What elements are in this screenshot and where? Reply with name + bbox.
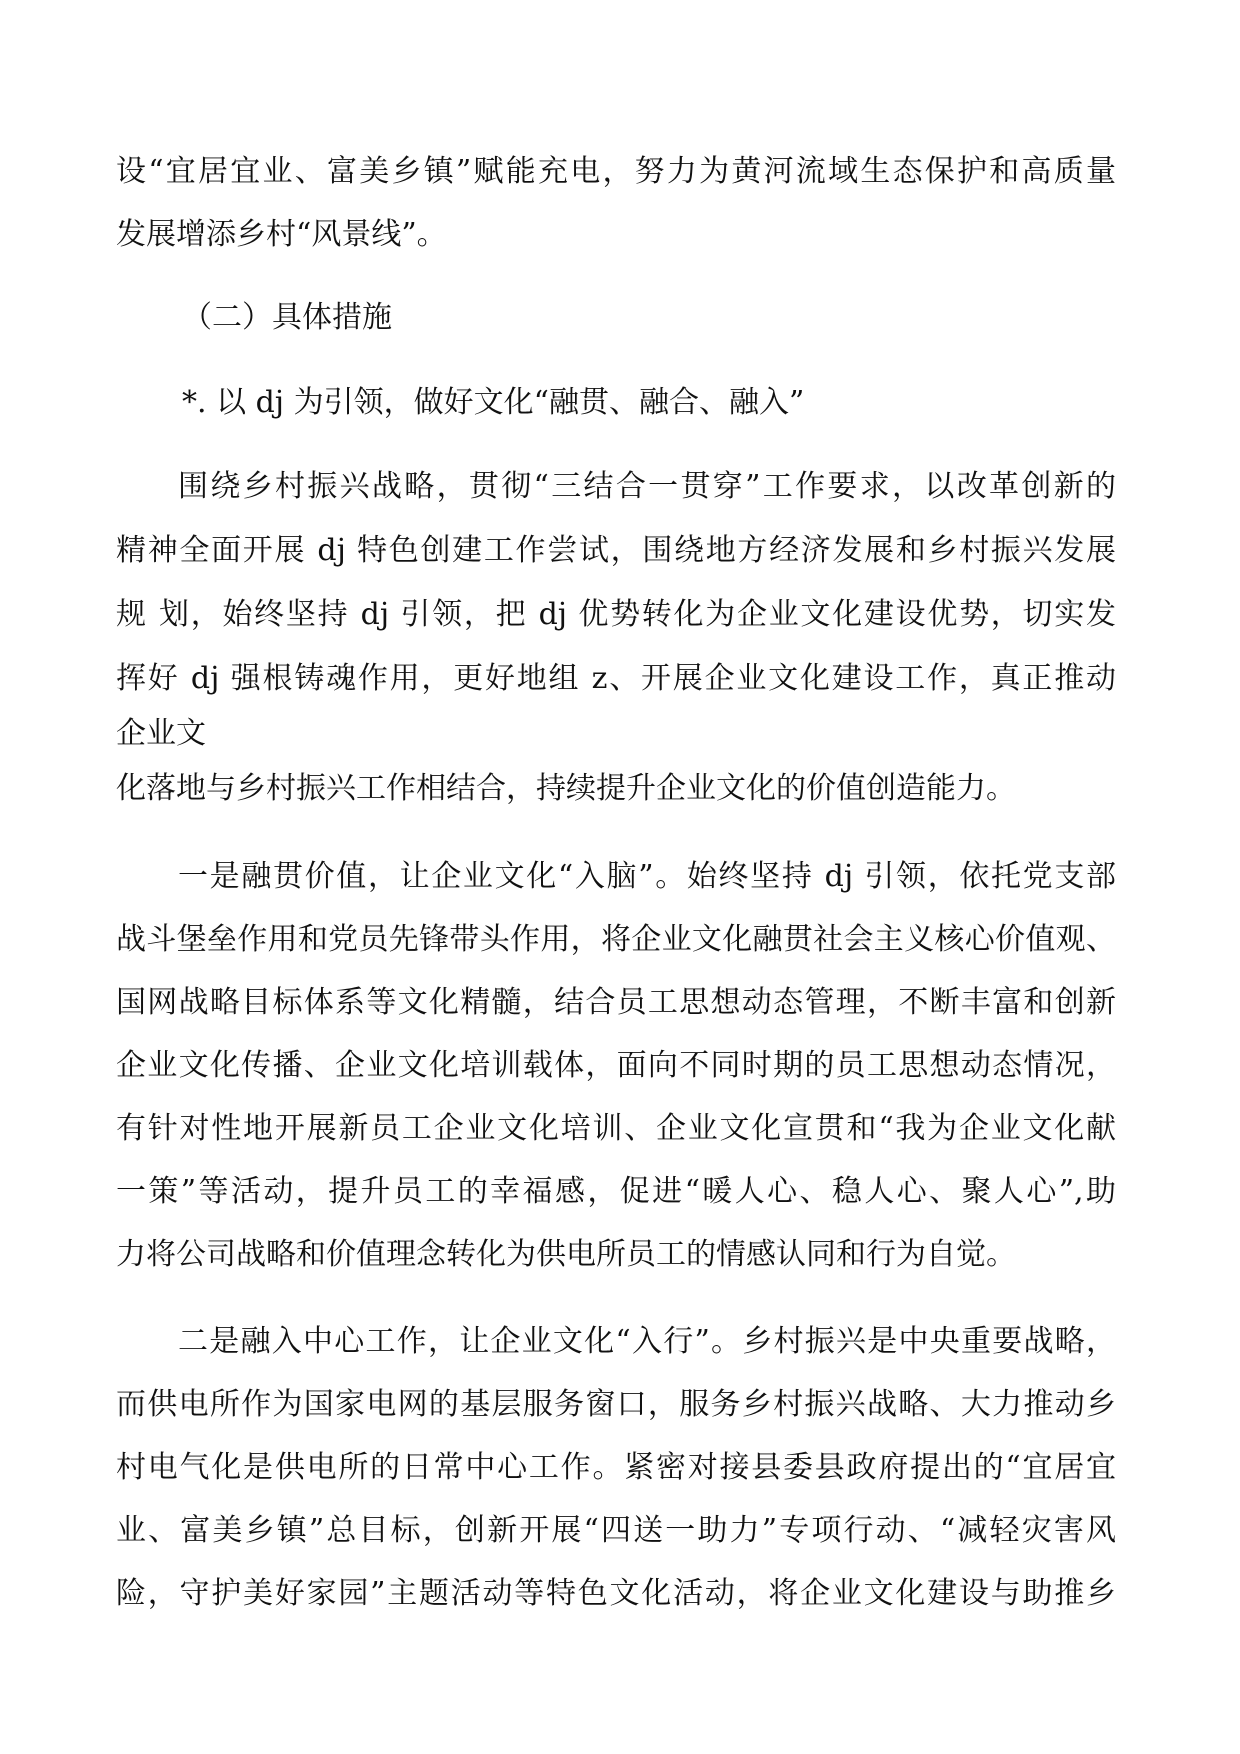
paragraph-2-line-1: 围绕乡村振兴战略，贯彻“三结合一贯穿”工作要求，以改革创新的 <box>178 469 1116 504</box>
section-heading: （二）具体措施 <box>182 300 392 335</box>
paragraph-3-line-1: 一是融贯价值，让企业文化“入脑”。始终坚持 dj 引领，依托党支部 <box>178 859 1116 894</box>
paragraph-3-line-3: 国网战略目标体系等文化精髓，结合员工思想动态管理，不断丰富和创新 <box>116 985 1116 1020</box>
paragraph-2-line-6: 化落地与乡村振兴工作相结合，持续提升企业文化的价值创造能力。 <box>116 771 1016 806</box>
paragraph-4-line-2: 而供电所作为国家电网的基层服务窗口，服务乡村振兴战略、大力推动乡 <box>116 1387 1116 1422</box>
paragraph-3-line-2: 战斗堡垒作用和党员先锋带头作用，将企业文化融贯社会主义核心价值观、 <box>116 922 1116 957</box>
paragraph-3-line-5: 有针对性地开展新员工企业文化培训、企业文化宣贯和“我为企业文化献 <box>116 1111 1116 1146</box>
paragraph-4-line-4: 业、富美乡镇”总目标，创新开展“四送一助力”专项行动、“减轻灾害风 <box>116 1513 1116 1548</box>
paragraph-4-line-1: 二是融入中心工作，让企业文化“入行”。乡村振兴是中央重要战略， <box>178 1324 1116 1359</box>
item-heading: *. 以 dj 为引领，做好文化“融贯、融合、融入” <box>182 385 805 420</box>
paragraph-4-line-5: 险，守护美好家园”主题活动等特色文化活动，将企业文化建设与助推乡 <box>116 1576 1116 1611</box>
paragraph-4-line-3: 村电气化是供电所的日常中心工作。紧密对接县委县政府提出的“宜居宜 <box>116 1450 1116 1485</box>
paragraph-3-line-4: 企业文化传播、企业文化培训载体，面向不同时期的员工思想动态情况， <box>116 1048 1116 1083</box>
paragraph-1-line-2: 发展增添乡村“风景线”。 <box>116 217 447 252</box>
paragraph-3-line-7: 力将公司战略和价值理念转化为供电所员工的情感认同和行为自觉。 <box>116 1237 1016 1272</box>
paragraph-3-line-6: 一策”等活动，提升员工的幸福感，促进“暖人心、稳人心、聚人心”,助 <box>116 1174 1116 1209</box>
paragraph-2-line-2: 精神全面开展 dj 特色创建工作尝试，围绕地方经济发展和乡村振兴发展 <box>116 533 1116 568</box>
paragraph-2-line-4: 挥好 dj 强根铸魂作用，更好地组 z、开展企业文化建设工作，真正推动 <box>116 661 1116 696</box>
paragraph-1-line-1: 设“宜居宜业、富美乡镇”赋能充电，努力为黄河流域生态保护和高质量 <box>116 154 1116 189</box>
paragraph-2-line-3: 规 划，始终坚持 dj 引领，把 dj 优势转化为企业文化建设优势，切实发 <box>116 597 1116 632</box>
paragraph-2-line-5: 企业文 <box>116 716 206 751</box>
